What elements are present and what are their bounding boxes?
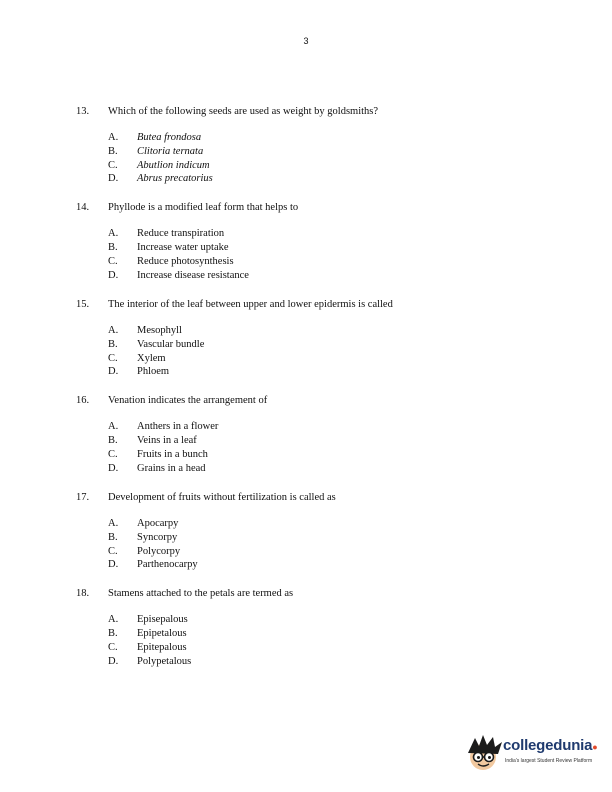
- question-list: [76, 105, 556, 684]
- option-text: Polypetalous: [137, 655, 192, 667]
- option-text: Reduce transpiration: [137, 228, 225, 240]
- question-18: [76, 587, 556, 668]
- option-text: Abutlion indicum: [137, 159, 210, 171]
- question-17: [76, 491, 556, 572]
- option-text: Vascular bundle: [137, 338, 205, 350]
- option-text: Xylem: [137, 352, 166, 364]
- option-letter: D.: [108, 559, 119, 571]
- option-text: Abrus precatorius: [137, 173, 213, 185]
- option-b: [108, 531, 556, 545]
- option-a: [108, 517, 556, 531]
- question-15: [76, 298, 556, 379]
- option-a: [108, 324, 556, 338]
- option-letter: B.: [108, 435, 118, 447]
- question-number: 15.: [76, 298, 90, 310]
- option-text: Parthenocarpy: [137, 559, 198, 571]
- option-letter: A.: [108, 324, 119, 336]
- option-text: Anthers in a flower: [137, 421, 219, 433]
- question-text: Venation indicates the arrangement of: [108, 395, 268, 407]
- logo-tagline: India's largest Student Review Platform: [505, 758, 593, 764]
- option-list: [108, 324, 556, 379]
- question-text: The interior of the leaf between upper and lower epidermis is called: [108, 298, 393, 310]
- option-d: [108, 365, 556, 379]
- option-c: [108, 159, 556, 173]
- option-d: [108, 655, 556, 669]
- option-letter: B.: [108, 338, 118, 350]
- option-text: Reduce photosynthesis: [137, 256, 234, 268]
- option-d: [108, 172, 556, 186]
- option-b: [108, 434, 556, 448]
- option-list: [108, 517, 556, 572]
- option-text: Phloem: [137, 366, 170, 378]
- option-letter: B.: [108, 242, 118, 254]
- option-list: [108, 227, 556, 282]
- option-text: Epipetalous: [137, 628, 187, 640]
- option-text: Grains in a head: [137, 462, 206, 474]
- option-letter: C.: [108, 642, 118, 654]
- option-text: Mesophyll: [137, 324, 182, 336]
- question-number: 18.: [76, 588, 90, 600]
- option-letter: B.: [108, 628, 118, 640]
- option-letter: B.: [108, 531, 118, 543]
- option-text: Polycorpy: [137, 545, 181, 557]
- option-a: [108, 613, 556, 627]
- question-14: [76, 201, 556, 282]
- option-c: [108, 255, 556, 269]
- option-a: [108, 131, 556, 145]
- option-letter: C.: [108, 545, 118, 557]
- question-text: Which of the following seeds are used as weight by goldsmiths?: [108, 106, 379, 117]
- question-text: Phyllode is a modified leaf form that helps to: [108, 202, 299, 214]
- question-16: [76, 394, 556, 475]
- option-c: [108, 448, 556, 462]
- option-text: Increase disease resistance: [137, 269, 249, 281]
- question-text: Development of fruits without fertilization is called as: [108, 491, 336, 503]
- option-c: [108, 352, 556, 366]
- option-letter: B.: [108, 145, 118, 157]
- logo-name: collegedunia●: [503, 737, 598, 754]
- option-letter: A.: [108, 421, 119, 433]
- option-letter: D.: [108, 462, 119, 474]
- option-b: [108, 627, 556, 641]
- option-b: [108, 338, 556, 352]
- option-text: Fruits in a bunch: [137, 449, 208, 461]
- question-number: 16.: [76, 395, 90, 407]
- option-letter: C.: [108, 352, 118, 364]
- option-letter: C.: [108, 449, 118, 461]
- option-letter: A.: [108, 132, 119, 143]
- option-list: [108, 131, 556, 186]
- option-text: Episepalous: [137, 614, 188, 626]
- option-letter: C.: [108, 159, 118, 171]
- question-number: 17.: [76, 491, 90, 503]
- option-text: Veins in a leaf: [137, 435, 197, 447]
- question-text: Stamens attached to the petals are termed as: [108, 588, 294, 600]
- option-c: [108, 545, 556, 559]
- option-a: [108, 420, 556, 434]
- option-letter: D.: [108, 366, 119, 378]
- mascot-icon: [465, 733, 505, 773]
- option-d: [108, 558, 556, 572]
- option-text: Butea frondosa: [137, 132, 202, 143]
- question-number: 14.: [76, 202, 90, 214]
- option-text: Increase water uptake: [137, 242, 229, 254]
- page-number: 3: [303, 36, 309, 46]
- option-c: [108, 641, 556, 655]
- option-text: Apocarpy: [137, 517, 179, 529]
- option-letter: A.: [108, 517, 119, 529]
- collegedunia-logo: [465, 733, 605, 773]
- option-letter: A.: [108, 614, 119, 626]
- option-b: [108, 145, 556, 159]
- option-letter: D.: [108, 173, 119, 185]
- option-letter: C.: [108, 256, 118, 268]
- option-text: Syncorpy: [137, 531, 178, 543]
- option-letter: D.: [108, 269, 119, 281]
- question-number: 13.: [76, 106, 90, 117]
- option-a: [108, 227, 556, 241]
- option-d: [108, 462, 556, 476]
- option-text: Clitoria ternata: [137, 145, 204, 157]
- option-list: [108, 420, 556, 475]
- question-13: [76, 105, 556, 186]
- option-letter: D.: [108, 655, 119, 667]
- option-d: [108, 269, 556, 283]
- option-letter: A.: [108, 228, 119, 240]
- option-text: Epitepalous: [137, 642, 187, 654]
- option-b: [108, 241, 556, 255]
- option-list: [108, 613, 556, 668]
